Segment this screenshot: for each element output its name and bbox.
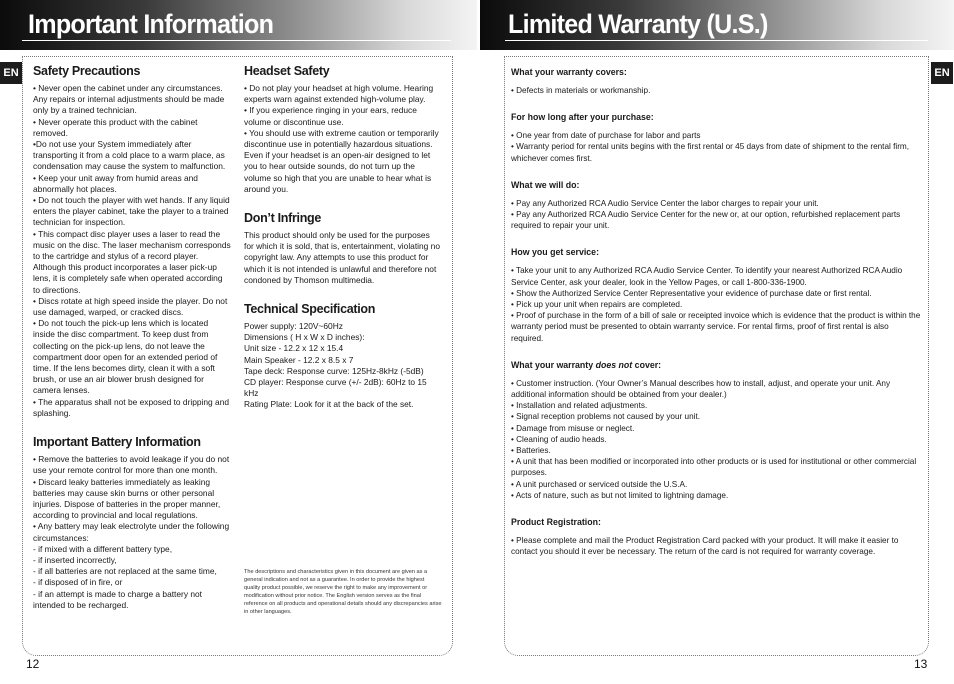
not-cover-heading-pre: What your warranty bbox=[511, 359, 596, 370]
battery-item: - if inserted incorrectly, bbox=[33, 554, 117, 565]
registration-item: • Please complete and mail the Product Registration Card packed with your product. It will make it easier to contact you should it ever be necessary. The return of the card is not required for warranty coverage. bbox=[511, 536, 899, 557]
title-banner bbox=[480, 0, 954, 50]
how-long-heading: For how long after your purchase: bbox=[511, 112, 654, 123]
not-cover-item: • Cleaning of audio heads. bbox=[511, 434, 607, 444]
headset-section bbox=[244, 64, 440, 195]
service-section bbox=[511, 247, 923, 343]
disclaimer: The descriptions and characteristics given in this document are given as a general indication and not as a guarantee. In order to provide the highest quality product possible, we reserve the right to make any improvement or modification without prior notice. The English version serves as the final reference on all products and operational details should any discrepancies arise in other languages. bbox=[244, 569, 442, 615]
not-cover-item: • Acts of nature, such as but not limited to lightning damage. bbox=[511, 490, 729, 500]
safety-item: • Never operate this product with the cabinet removed. bbox=[33, 116, 198, 138]
battery-section bbox=[33, 435, 231, 611]
page-title: Important Information bbox=[28, 9, 274, 39]
covers-item: • Defects in materials or workmanship. bbox=[511, 86, 651, 95]
spec-line: Unit size - 12.2 x 12 x 15.4 bbox=[244, 343, 344, 354]
battery-heading: Important Battery Information bbox=[33, 435, 201, 450]
headset-item: • If you experience ringing in your ears, reduce volume or discontinue use. bbox=[244, 105, 417, 127]
title-rule bbox=[22, 40, 451, 41]
registration-section bbox=[511, 517, 923, 557]
left-column bbox=[33, 64, 231, 625]
middle-column bbox=[244, 64, 440, 425]
service-item: • Pick up your unit when repairs are completed. bbox=[511, 300, 683, 310]
spec-line: Tape deck: Response curve: 125Hz-8kHz (-5dB) bbox=[244, 365, 424, 376]
not-cover-heading-emphasis: does not bbox=[595, 359, 633, 370]
title-banner bbox=[0, 0, 477, 50]
safety-item: • This compact disc player uses a laser to read the music on the disc. The laser mechanism corresponds to the cartridge and stylus of a record player. Although this product incorporates a laser pick-up lens, it is completely safe when operated according to directions. bbox=[33, 228, 231, 295]
not-cover-item: • Batteries. bbox=[511, 446, 551, 456]
spec-line: Main Speaker - 12.2 x 8.5 x 7 bbox=[244, 354, 354, 365]
safety-section bbox=[33, 64, 231, 419]
covers-section bbox=[511, 67, 923, 96]
not-cover-item: • Installation and related adjustments. bbox=[511, 401, 648, 411]
language-tab: EN bbox=[0, 62, 22, 84]
not-cover-item: • Damage from misuse or neglect. bbox=[511, 423, 635, 433]
not-cover-heading bbox=[511, 360, 923, 371]
will-do-heading: What we will do: bbox=[511, 179, 580, 190]
battery-item: - if all batteries are not replaced at the same time, bbox=[33, 566, 217, 577]
spec-line: Rating Plate: Look for it at the back of the set. bbox=[244, 399, 414, 410]
title-rule bbox=[505, 40, 928, 41]
how-long-item: • One year from date of purchase for labor and parts bbox=[511, 131, 701, 141]
service-item: • Take your unit to any Authorized RCA Audio Service Center. To identify your nearest Authorized RCA Audio Service Center, ask your dealer, look in the Yellow Pages, or call 1-800-336-1900. bbox=[511, 266, 903, 287]
language-tab: EN bbox=[931, 62, 953, 84]
headset-item: • You should use with extreme caution or temporarily discontinue use in potentially hazardous situations. bbox=[244, 127, 439, 150]
headset-item: Even if your headset is an open-air designed to let you to hear outside sounds, do not turn up the volume so high that you are unable to hear what is around you. bbox=[244, 150, 432, 194]
battery-item: • Remove the batteries to avoid leakage if you do not use your remote control for more than one month. bbox=[33, 454, 230, 476]
specs-heading: Technical Specification bbox=[244, 302, 376, 317]
safety-item: • Keep your unit away from humid areas and abnormally hot places. bbox=[33, 172, 198, 194]
safety-item: • Do not touch the pick-up lens which is located inside the disc compartment. To keep dust from collecting on the pick-up lens, do not leave the compartment door open for an extended period of time. If the lens becomes dirty, clean it with a soft brush, or use an air blower brush designed for camera lenses. bbox=[33, 318, 218, 396]
service-item: • Proof of purchase in the form of a bill of sale or receipted invoice which is evidence that the product is within the warranty period must be presented to obtain warranty service. For rental firms, proof of first rental is also required. bbox=[511, 311, 921, 343]
service-heading: How you get service: bbox=[511, 247, 599, 258]
battery-item: - if mixed with a different battery type, bbox=[33, 543, 173, 554]
not-cover-heading-post: cover: bbox=[632, 359, 662, 370]
safety-item: •Do not use your System immediately after transporting it from a cold place to a warm place, as condensation may cause the system to malfunction. bbox=[33, 139, 226, 172]
not-cover-item: • Signal reception problems not caused by your unit. bbox=[511, 412, 701, 422]
will-do-item: • Pay any Authorized RCA Audio Service Center for the new or, at our option, refurbished replacement parts required to repair your unit. bbox=[511, 210, 901, 231]
specs-section bbox=[244, 302, 440, 411]
will-do-item: • Pay any Authorized RCA Audio Service Center the labor charges to repair your unit. bbox=[511, 198, 819, 208]
safety-item: • The apparatus shall not be exposed to dripping and splashing. bbox=[33, 396, 230, 418]
will-do-section bbox=[511, 180, 923, 232]
not-cover-item: • Customer instruction. (Your Owner’s Manual describes how to install, adjust, and operate your unit. Any additional information should be obtained from your dealer.) bbox=[511, 378, 891, 400]
safety-item: • Do not touch the player with wet hands. If any liquid enters the player cabinet, take the player to a trained technician for inspection. bbox=[33, 195, 230, 228]
registration-heading: Product Registration: bbox=[511, 517, 601, 528]
infringe-section bbox=[244, 211, 440, 286]
battery-item: - if disposed of in fire, or bbox=[33, 577, 123, 588]
battery-item: - if an attempt is made to charge a battery not intended to be recharged. bbox=[33, 588, 202, 610]
battery-item: • Discard leaky batteries immediately as leaking batteries may cause skin burns or other personal injuries. Dispose of batteries in the proper manner, according to provincial and local regulations. bbox=[33, 476, 221, 521]
headset-heading: Headset Safety bbox=[244, 64, 330, 78]
not-cover-section bbox=[511, 360, 923, 501]
battery-item: • Any battery may leak electrolyte under the following circumstances: bbox=[33, 521, 230, 543]
spec-line: CD player: Response curve (+/- 2dB): 60Hz to 15 kHz bbox=[244, 377, 427, 399]
infringe-heading: Don’t Infringe bbox=[244, 211, 322, 226]
page-number: 12 bbox=[26, 657, 40, 671]
spec-line: Dimensions ( H x W x D inches): bbox=[244, 332, 365, 343]
spec-line: Power supply: 120V~60Hz bbox=[244, 321, 343, 332]
headset-item: • Do not play your headset at high volume. Hearing experts warn against extended high-volume play. bbox=[244, 83, 434, 105]
service-item: • Show the Authorized Service Center Representative your evidence of purchase date or first rental. bbox=[511, 288, 872, 298]
not-cover-item: • A unit purchased or serviced outside the U.S.A. bbox=[511, 479, 688, 489]
safety-heading: Safety Precautions bbox=[33, 64, 141, 78]
page-title: Limited Warranty (U.S.) bbox=[508, 9, 768, 39]
safety-item: • Never open the cabinet under any circumstances. Any repairs or internal adjustments should be made only by a trained technician. bbox=[33, 83, 225, 116]
covers-heading: What your warranty covers: bbox=[511, 67, 627, 77]
safety-item: • Discs rotate at high speed inside the player. Do not use damaged, warped, or cracked discs. bbox=[33, 295, 228, 318]
not-cover-item: • A unit that has been modified or incorporated into other products or is used for institutional or other commercial purposes. bbox=[511, 457, 917, 478]
infringe-text: This product should only be used for the purposes for which it is sold, that is, entertainment, violating no copyright law. Any attempts to use this product for which it is not intended is unlawful and therefore not condoned by Thomson multimedia. bbox=[244, 230, 440, 285]
page-number: 13 bbox=[914, 657, 928, 671]
warranty-column bbox=[511, 67, 923, 570]
how-long-item: • Warranty period for rental units begins with the first rental or 45 days from date of shipment to the rental firm, whichever comes first. bbox=[511, 142, 910, 163]
how-long-section bbox=[511, 112, 923, 164]
right-page bbox=[477, 0, 954, 684]
